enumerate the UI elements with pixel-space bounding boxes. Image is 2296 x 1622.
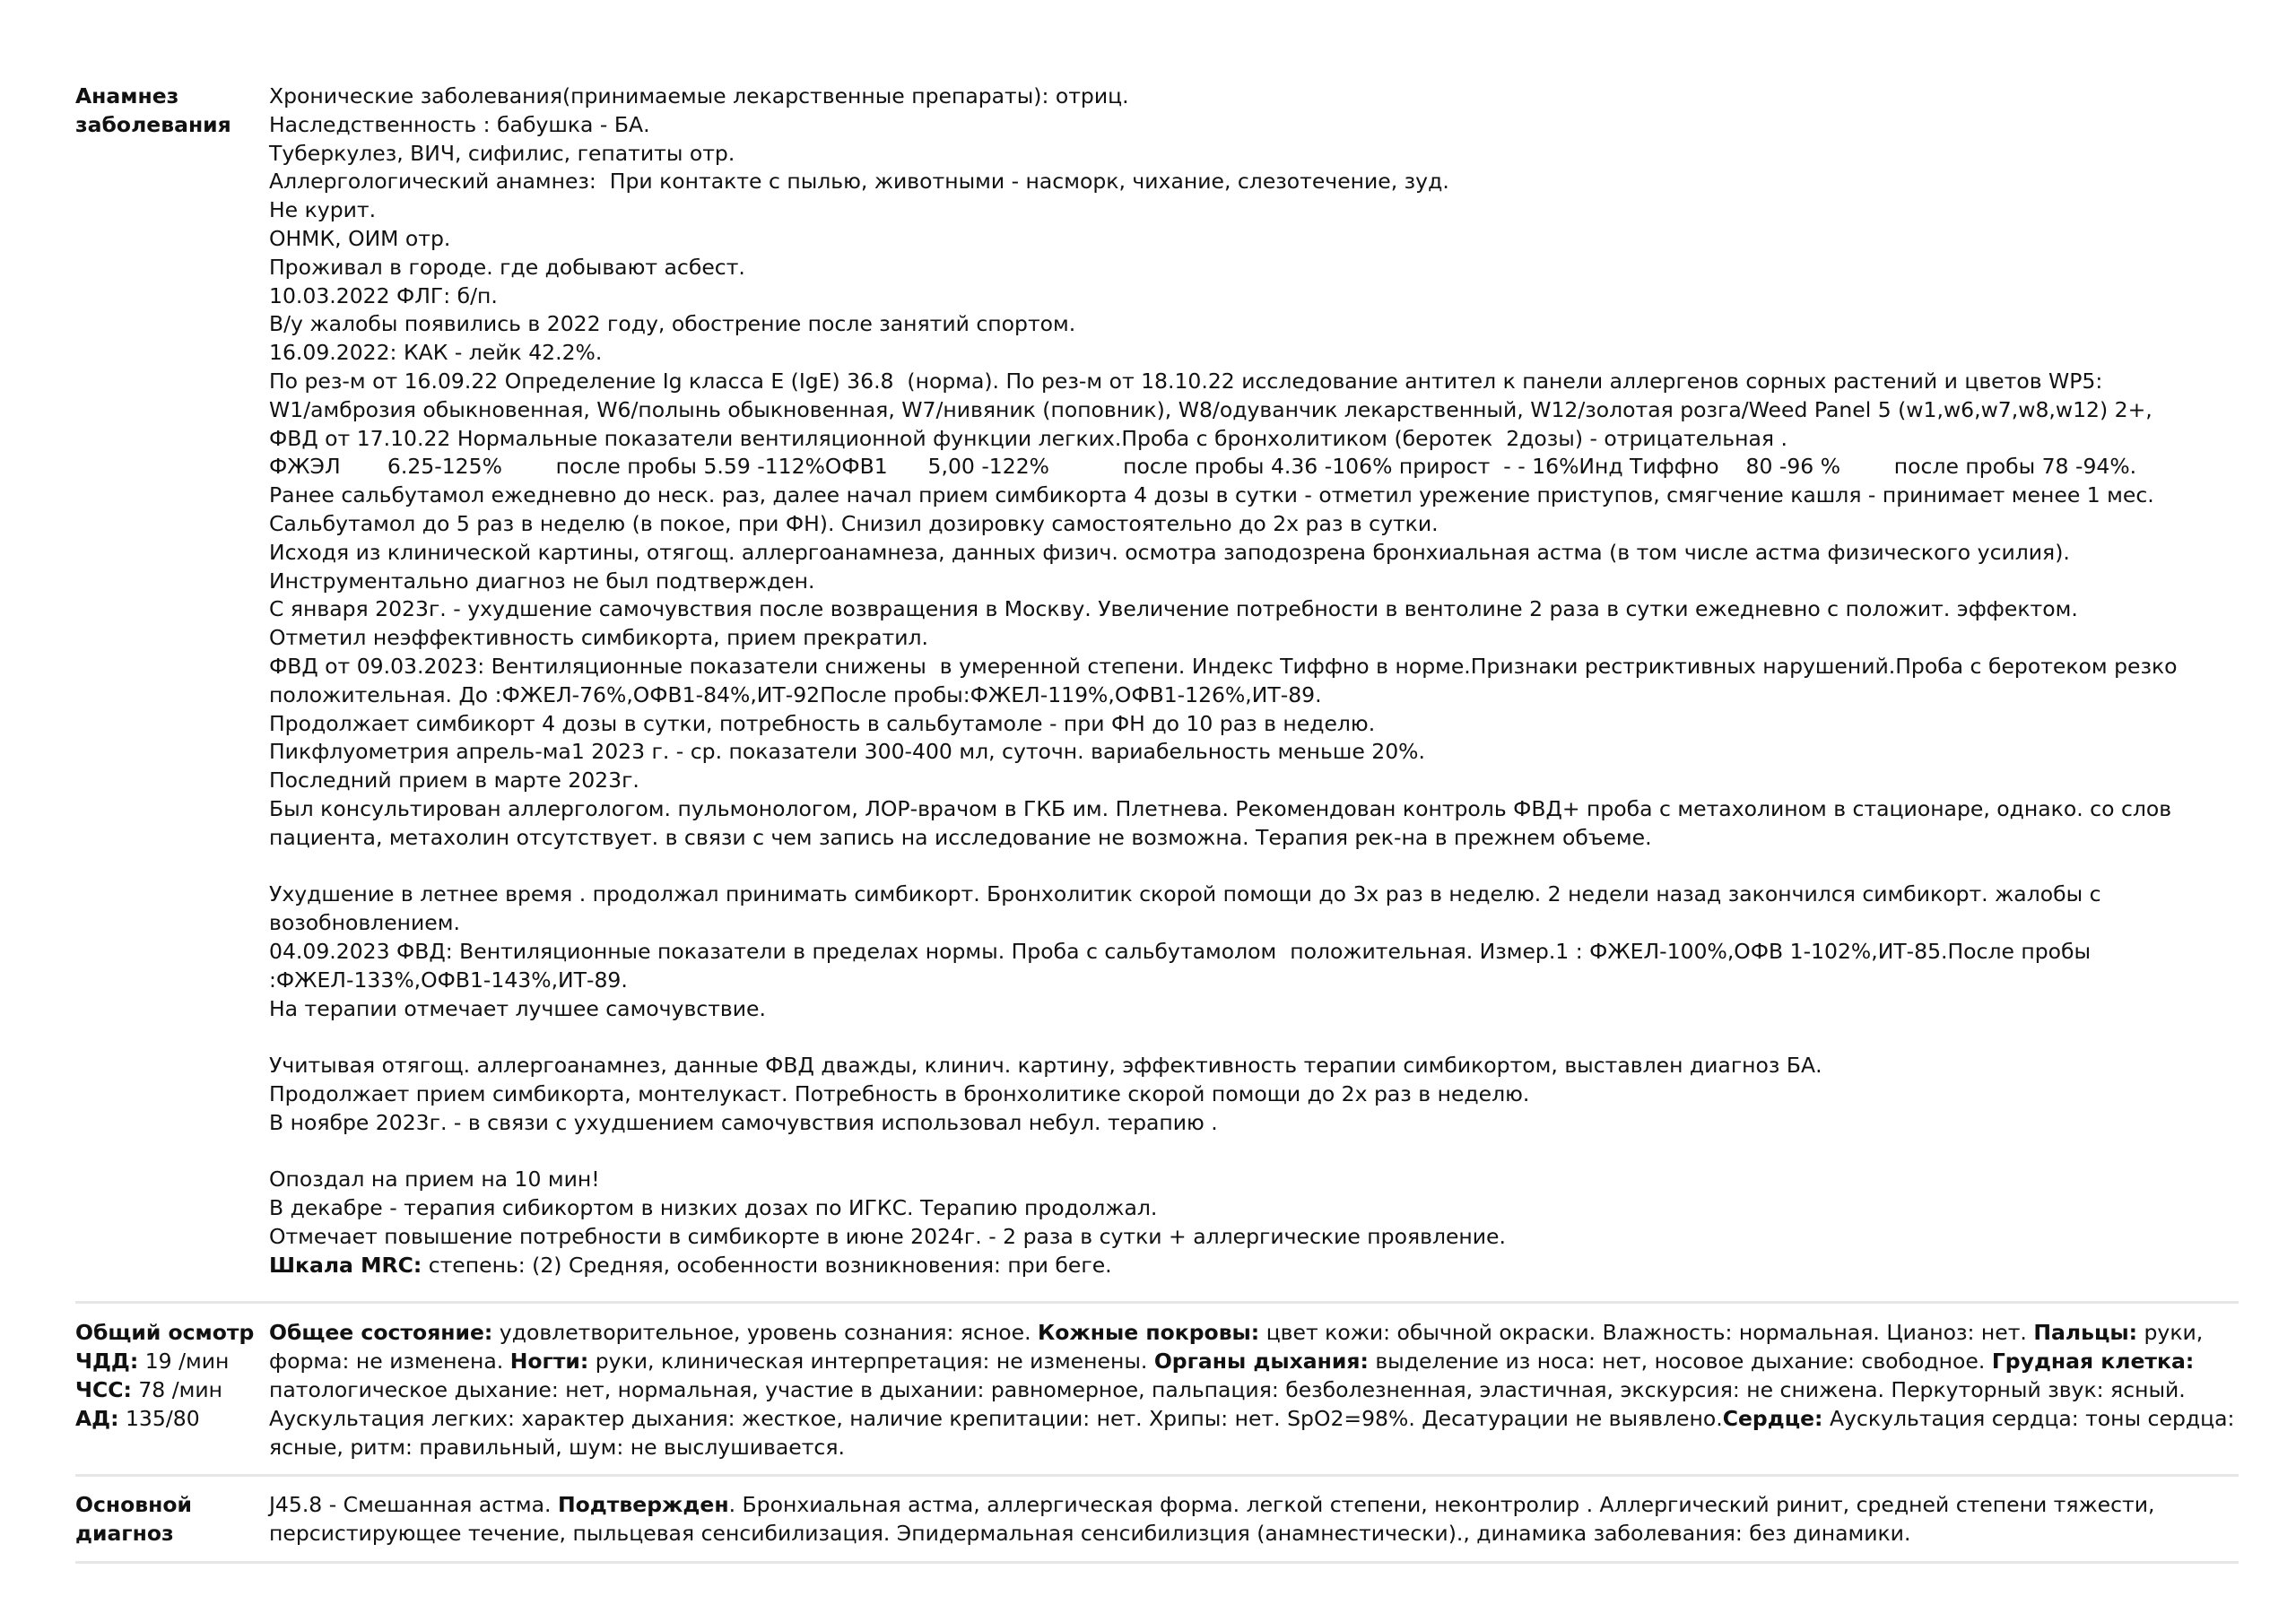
anamnesis-line: ФВД от 17.10.22 Нормальные показатели вентиляционной функции легких.Проба с бронхолитиком (беротек 2дозы) - отрицательная . — [269, 425, 1787, 451]
exam-field-label: Сердце: — [1722, 1405, 1823, 1431]
anamnesis-line: :ФЖЕЛ-133%,ОФВ1-143%,ИТ-89. — [269, 967, 628, 993]
diagnosis-text — [269, 1491, 2239, 1548]
general-exam-label — [75, 1319, 269, 1433]
general-exam-text — [269, 1319, 2239, 1462]
diagnosis-description: . Бронхиальная астма, аллергическая форма. легкой степени, неконтролир . Аллергический ринит, средней степени тяжести, персистирующее течение, пыльцевая сенсибилизация. Эпидермальная сенсибилизция (анамнестически)., динамика заболевания: без динамики. — [269, 1492, 2155, 1547]
diagnosis-label-line1: Основной — [75, 1492, 193, 1518]
anamnesis-line: Хронические заболевания(принимаемые лекарственные препараты): отриц. — [269, 83, 1129, 108]
anamnesis-line: Аллергологический анамнез: При контакте с пылью, животными - насморк, чихание, слезотечение, зуд. — [269, 169, 1449, 195]
anamnesis-label — [75, 82, 269, 140]
vital-row — [75, 1376, 269, 1405]
diagnosis-status: Подтвержден — [558, 1492, 729, 1518]
anamnesis-line: Отметил неэффективность симбикорта, прием прекратил. — [269, 625, 928, 651]
anamnesis-section — [75, 82, 2239, 1279]
anamnesis-line: ОНМК, ОИМ отр. — [269, 225, 451, 251]
vital-value: 19 /мин — [138, 1349, 230, 1375]
section-divider — [75, 1561, 2239, 1564]
anamnesis-line: Наследственность : бабушка - БА. — [269, 111, 650, 137]
anamnesis-line: Последний прием в марте 2023г. — [269, 768, 639, 794]
anamnesis-line: 04.09.2023 ФВД: Вентиляционные показатели в пределах нормы. Проба с сальбутамолом положительная. Измер.1 : ФЖЕЛ-100%,ОФВ 1-102%,ИТ-85.После пробы — [269, 938, 2092, 964]
anamnesis-line: ФЖЭЛ 6.25-125% после пробы 5.59 -112%ОФВ1 5,00 -122% после пробы 4.36 -106% прирост - - 16%Инд Тиффно 80 -96 % после пробы 78 -94%. — [269, 454, 2137, 480]
anamnesis-line: возобновлением. — [269, 910, 460, 936]
anamnesis-line: Исходя из клинической картины, отягощ. аллергоанамнеза, данных физич. осмотра заподозрена бронхиальная астма (в том числе астма физического усилия). — [269, 539, 2070, 565]
exam-field-label: Ногти: — [509, 1349, 589, 1375]
exam-field-value: Аускультация сердца: тоны сердца: ясные, ритм: правильный, шум: не выслушивается. — [269, 1405, 2235, 1460]
exam-field-value: патологическое дыхание: нет, нормальная, участие в дыхании: равномерное, пальпация: безболезненная, эластичная, экскурсия: не снижена. Перкуторный звук: ясный. Аускультация легких: характер дыхания: жесткое, наличие крепитации: нет. Хрипы: нет. SpO2=98%. Десатурации не выявлено. — [269, 1377, 2186, 1431]
anamnesis-line: В ноябре 2023г. - в связи с ухудшением самочувствия использовал небул. терапию . — [269, 1109, 1218, 1135]
anamnesis-line: пациента, метахолин отсутствует. в связи с чем запись на исследование не возможна. Терапия рек-на в прежнем объеме. — [269, 824, 1652, 850]
anamnesis-line: W1/амброзия обыкновенная, W6/полынь обыкновенная, W7/нивяник (поповник), W8/одуванчик лекарственный, W12/золотая розга/Weed Panel 5 (w1,w6,w7,w8,w12) 2+, — [269, 396, 2152, 422]
vital-label: АД: — [75, 1405, 119, 1431]
vital-label: ЧСС: — [75, 1377, 132, 1403]
general-exam-section — [75, 1304, 2239, 1474]
anamnesis-line: положительная. До :ФЖЕЛ-76%,ОФВ1-84%,ИТ-92После пробы:ФЖЕЛ-119%,ОФВ1-126%,ИТ-89. — [269, 681, 1322, 707]
anamnesis-line: Отмечает повышение потребности в симбикорте в июне 2024г. - 2 раза в сутки + аллергические проявление. — [269, 1223, 1506, 1249]
mrc-scale-label: Шкала MRC: — [269, 1252, 422, 1278]
diagnosis-label-line2: диагноз — [75, 1521, 174, 1547]
anamnesis-line: Проживал в городе. где добывают асбест. — [269, 254, 745, 280]
anamnesis-line: Туберкулез, ВИЧ, сифилис, гепатиты отр. — [269, 140, 735, 166]
exam-field-label: Общее состояние: — [269, 1320, 493, 1346]
vital-label: ЧДД: — [75, 1349, 139, 1375]
anamnesis-line: Ухудшение в летнее время . продолжал принимать симбикорт. Бронхолитик скорой помощи до 3х раз в неделю. 2 недели назад закончился симбикорт. жалобы с — [269, 881, 2101, 907]
vital-value: 135/80 — [118, 1405, 200, 1431]
anamnesis-line: Ранее сальбутамол ежедневно до неск. раз, далее начал прием симбикорта 4 дозы в сутки - отметил урежение приступов, смягчение кашля - принимает менее 1 мес. — [269, 482, 2154, 508]
exam-field-value: удовлетворительное, уровень сознания: ясное. — [492, 1320, 1039, 1346]
exam-field-label: Пальцы: — [2033, 1320, 2138, 1346]
anamnesis-label-line2: заболевания — [75, 111, 231, 137]
vital-row — [75, 1405, 269, 1434]
anamnesis-line: Инструментально диагноз не был подтвержден. — [269, 568, 815, 594]
anamnesis-lines — [269, 82, 2239, 1252]
anamnesis-line: Учитывая отягощ. аллергоанамнез, данные ФВД дважды, клинич. картину, эффективность терапии симбикортом, выставлен диагноз БА. — [269, 1053, 1822, 1079]
exam-field-value: цвет кожи: обычной окраски. Влажность: нормальная. Цианоз: нет. — [1259, 1320, 2034, 1346]
anamnesis-line: Сальбутамол до 5 раз в неделю (в покое, при ФН). Снизил дозировку самостоятельно до 2х раз в сутки. — [269, 510, 1439, 536]
mrc-scale-value: степень: (2) Средняя, особенности возникновения: при беге. — [422, 1252, 1112, 1278]
anamnesis-line: Опоздал на прием на 10 мин! — [269, 1167, 600, 1193]
vitals-list — [75, 1348, 269, 1433]
anamnesis-label-line1: Анамнез — [75, 83, 179, 108]
mrc-scale-line — [269, 1252, 2239, 1280]
anamnesis-line: ФВД от 09.03.2023: Вентиляционные показатели снижены в умеренной степени. Индекс Тиффно в норме.Признаки рестриктивных нарушений.Проба с беротеком резко — [269, 653, 2178, 679]
anamnesis-line: С января 2023г. - ухудшение самочувствия после возвращения в Москву. Увеличение потребности в вентолине 2 раза в сутки ежедневно с положит. эффектом. — [269, 596, 2078, 622]
exam-field-label: Грудная клетка: — [1991, 1349, 2195, 1375]
blank-line — [269, 853, 2239, 881]
anamnesis-line: В/у жалобы появились в 2022 году, обострение после занятий спортом. — [269, 311, 1076, 337]
exam-field-value: руки, клиническая интерпретация: не изменены. — [588, 1349, 1154, 1375]
vital-row — [75, 1348, 269, 1376]
anamnesis-line: 10.03.2022 ФЛГ: б/п. — [269, 282, 498, 308]
anamnesis-line: В декабре - терапия сибикортом в низких дозах по ИГКС. Терапию продолжал. — [269, 1195, 1158, 1221]
exam-field-label: Кожные покровы: — [1038, 1320, 1260, 1346]
anamnesis-line: Продолжает прием симбикорта, монтелукаст. Потребность в бронхолитике скорой помощи до 2х раз в неделю. — [269, 1080, 1530, 1106]
exam-field-value: выделение из носа: нет, носовое дыхание: свободное. — [1368, 1349, 1992, 1375]
exam-field-label: Органы дыхания: — [1153, 1349, 1369, 1375]
anamnesis-line: Не курит. — [269, 197, 377, 223]
medical-record — [75, 82, 2239, 1564]
anamnesis-line: 16.09.2022: КАК - лейк 42.2%. — [269, 340, 603, 366]
blank-line — [269, 1023, 2239, 1052]
general-exam-title: Общий осмотр — [75, 1320, 255, 1346]
vital-value: 78 /мин — [131, 1377, 223, 1403]
anamnesis-line: Продолжает симбикорт 4 дозы в сутки, потребность в сальбутамоле - при ФН до 10 раз в неделю. — [269, 710, 1376, 736]
diagnosis-code: J45.8 - Смешанная астма. — [269, 1492, 558, 1518]
anamnesis-line: На терапии отмечает лучшее самочувствие. — [269, 995, 766, 1021]
exam-field-value: руки, форма: не изменена. — [269, 1320, 2204, 1375]
diagnosis-section — [75, 1477, 2239, 1561]
diagnosis-label — [75, 1491, 269, 1548]
anamnesis-line: Был консультирован аллергологом. пульмонологом, ЛОР-врачом в ГКБ им. Плетнева. Рекомендован контроль ФВД+ проба с метахолином в стационаре, однако. со слов — [269, 795, 2172, 821]
blank-line — [269, 1137, 2239, 1166]
anamnesis-line: Пикфлуометрия апрель-ма1 2023 г. - ср. показатели 300-400 мл, суточн. вариабельность меньше 20%. — [269, 739, 1425, 765]
anamnesis-content — [269, 82, 2239, 1279]
anamnesis-line: По рез-м от 16.09.22 Определение Ig класса E (IgE) 36.8 (норма). По рез-м от 18.10.22 исследование антител к панели аллергенов сорных растений и цветов WP5: — [269, 368, 2103, 394]
